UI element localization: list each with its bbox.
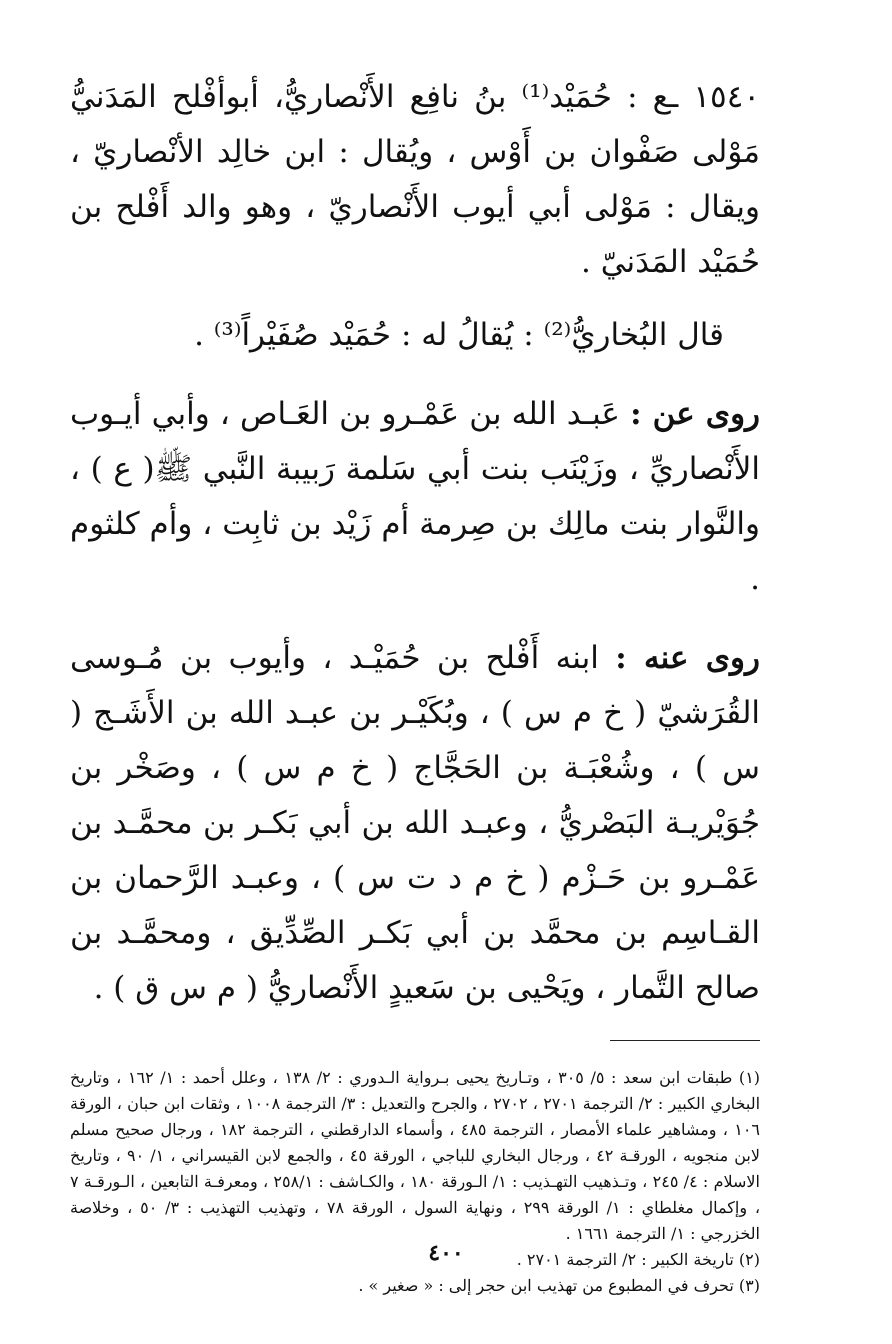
narrated-from-text: عَبـد الله بن عَمْـرو بن العَـاص ، وأبي أيـوب الأَنْصاريِّ ، وزَيْنَب بنت أبي سَلمة رَبيبة النَّبي ﷺ( ع ) ، والنَّوار بنت مالِك بن صِرمة أم زَيْد بن ثابِت ، وأم كلثوم . [70, 396, 760, 597]
entry-heading: ١٥٤٠ ـع : حُمَيْد⁽¹⁾ بنُ نافِع الأَنْصاريُّ، أبوأفْلح المَدَنيُّ مَوْلى صَفْوان بن أَوْس ، ويُقال : ابن خالِد الأنْصاريّ ، ويقال : مَوْلى أبي أيوب الأَنْصاريّ ، وهو والد أَفْلح بن حُمَيْد المَدَنيّ . [70, 79, 761, 280]
page-body [70, 70, 760, 1299]
narrated-by-text: ابنه أَفْلح بن حُمَيْـد ، وأيوب بن مُـوسى القُرَشيّ ( خ م س ) ، وبُكَيْـر بن عبـد الله بن الأَشَـج ( س ) ، وشُعْبَـة بن الحَجَّاج ( خ م س ) ، وصَخْر بن جُوَيْريـة البَصْريُّ ، وعبـد الله بن أبي بَكـر بن محمَّـد بن عَمْـرو بن حَـزْم ( خ م د ت س ) ، وعبـد الرَّحمان بن القـاسِم بن محمَّد بن أبي بَكـر الصِّدِّيق ، ومحمَّـد بن صالح التَّمار ، ويَحْيى بن سَعيدٍ الأَنْصاريُّ ( م س ق ) . [70, 640, 760, 1006]
footnote-divider [610, 1040, 760, 1041]
footnote-1: (١) طبقات ابن سعد : ٥/ ٣٠٥ ، وتـاريخ يحيى بـرواية الـدوري : ٢/ ١٣٨ ، وعلل أحمد : ١/ ١٦٢ ، وتاريخ البخاري الكبير : ٢/ الترجمة ٢٧٠١ ، ٢٧٠٢ ، والجرح والتعديل : ٣/ الترجمة ١٠٠٨ ، وثقات ابن حبان ، الورقة ١٠٦ ، ومشاهير علماء الأمصار ، الترجمة ٤٨٥ ، وأسماء الدارقطني ، الترجمة ١٨٢ ، ورجال صحيح مسلم لابن منجويه ، الورقـة ٤٢ ، ورجال البخاري للباجي ، الورقة ٤٥ ، والجمع لابن القيسراني ، ١/ ٩٠ ، وتاريخ الاسلام : ٤/ ٢٤٥ ، وتـذهيب التهـذيب : ١/ الـورقة ١٨٠ ، والكـاشف : ٢٥٨/١ ، ومعرفـة التابعين ، الـورقـة ٧ ، وإكمال مغلطاي : ١/ الورقة ٢٩٩ ، ونهاية السول ، الورقة ٧٨ ، وتهذيب التهذيب : ٣/ ٥٠ ، وخلاصة الخزرجي : ١/ الترجمة ١٦٦١ . [70, 1068, 761, 1243]
footnote-3: (٣) تحرف في المطبوع من تهذيب ابن حجر إلى : « صغير » . [358, 1276, 760, 1295]
narrated-by-paragraph [70, 631, 760, 1016]
narrated-from-label: روى عن : [630, 396, 761, 432]
bukhari-note: قال البُخاريُّ⁽²⁾ : يُقالُ له : حُمَيْد صُفَيْراً⁽³⁾ . [194, 317, 724, 353]
footnote-2: (٢) تاريخة الكبير : ٢/ الترجمة ٢٧٠١ . [516, 1250, 760, 1269]
narrated-from-paragraph [70, 387, 760, 607]
narrated-by-label: روى عنه : [615, 640, 760, 676]
page-number: ٤٠٠ [428, 1240, 464, 1266]
